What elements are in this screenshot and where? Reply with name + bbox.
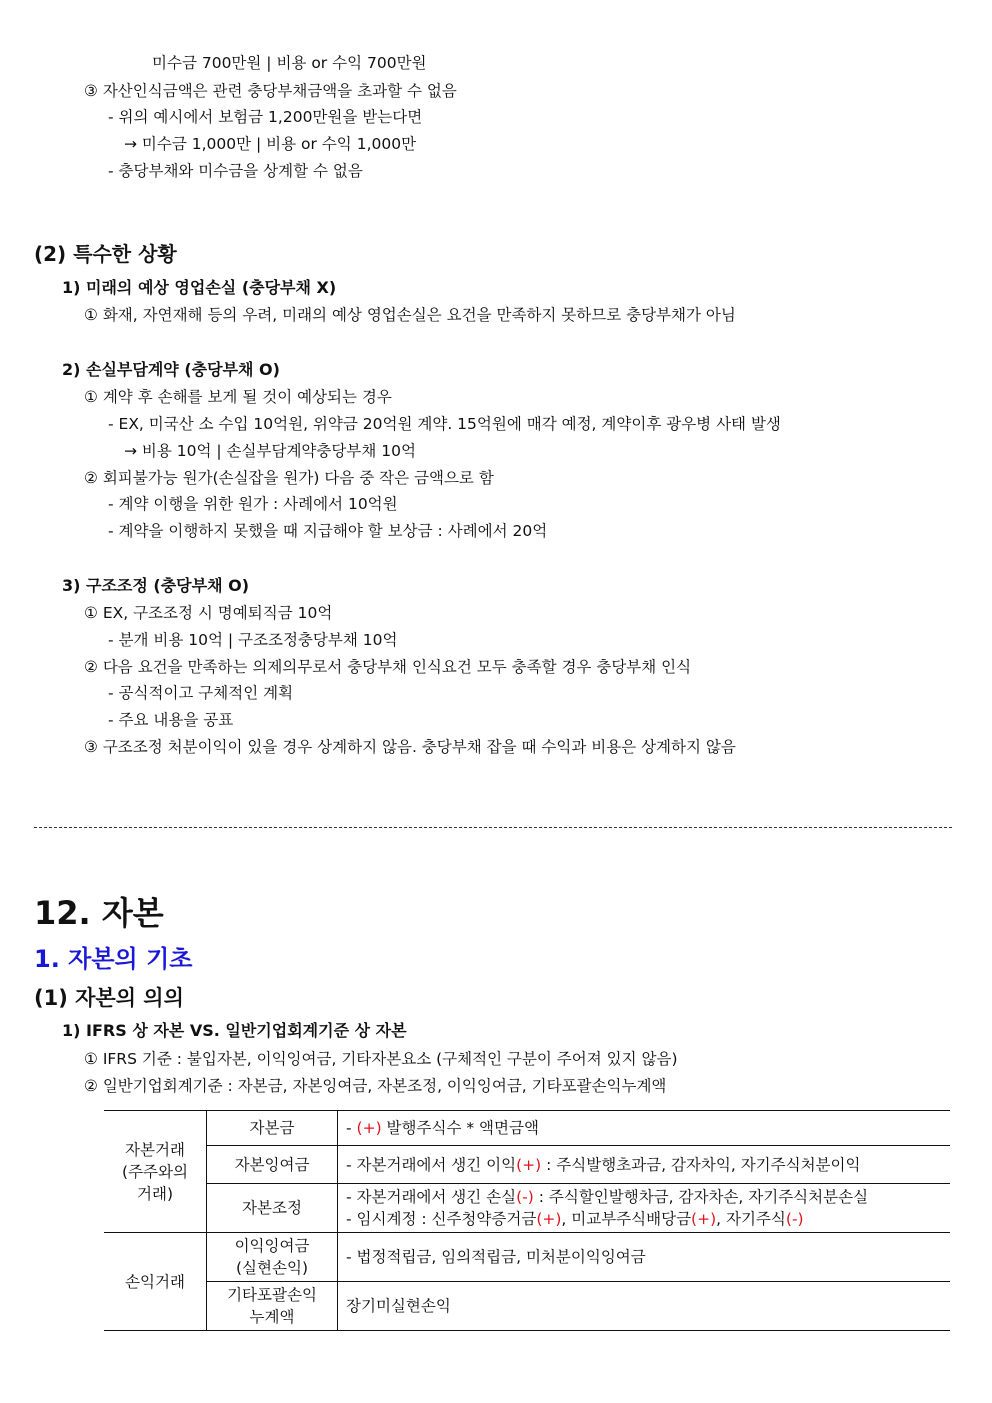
text-line: ② 일반기업회계기준 : 자본금, 자본잉여금, 자본조정, 이익잉여금, 기타포괄손익누계액 [84,1077,667,1095]
table-row [104,1111,950,1146]
row-name-cell: 기타포괄손익 누계액 [207,1282,338,1331]
text-line: - 충당부채와 미수금을 상계할 수 없음 [108,162,363,180]
text-line: - 주요 내용을 공표 [108,711,234,729]
text-line: - 계약 이행을 위한 원가 : 사례에서 10억원 [108,495,398,513]
section-heading: (2) 특수한 상황 [34,242,177,266]
text-line: - 위의 예시에서 보험금 1,200만원을 받는다면 [108,108,423,126]
text-line: ① IFRS 기준 : 불입자본, 이익잉여금, 기타자본요소 (구체적인 구분이 주어져 있지 않음) [84,1050,678,1068]
item-heading: 1) IFRS 상 자본 VS. 일반기업회계기준 상 자본 [62,1021,407,1040]
text-line: ① 화재, 자연재해 등의 우려, 미래의 예상 영업손실은 요건을 만족하지 못하므로 충당부채가 아님 [84,306,736,324]
text-line: 미수금 700만원 | 비용 or 수익 700만원 [152,54,427,72]
row-name-cell: 자본조정 [207,1184,338,1233]
table-row [104,1233,950,1282]
group-cell: 자본거래 (주주와의 거래) [104,1111,207,1233]
dashed-divider [34,827,952,828]
text-line: ② 회피불가능 원가(손실잡을 원가) 다음 중 작은 금액으로 함 [84,469,494,487]
text-line: - 공식적이고 구체적인 계획 [108,684,294,702]
text-line: ③ 자산인식금액은 관련 충당부채금액을 초과할 수 없음 [84,82,457,100]
chapter-title: 12. 자본 [34,894,164,932]
text-line: - EX, 미국산 소 수입 10억원, 위약금 20억원 계약. 15억원에 매각 예정, 계약이후 광우병 사태 발생 [108,415,781,433]
row-value-cell: - (+) 발행주식수 * 액면금액 [338,1111,951,1146]
row-value-cell: - 자본거래에서 생긴 이익(+) : 주식발행초과금, 감자차익, 자기주식처분이익 [338,1146,951,1184]
row-name-cell: 자본금 [207,1111,338,1146]
text-line: → 비용 10억 | 손실부담계약충당부채 10억 [124,442,416,460]
group-cell: 손익거래 [104,1233,207,1331]
table-row [104,1184,950,1233]
text-line: - 계약을 이행하지 못했을 때 지급해야 할 보상금 : 사례에서 20억 [108,522,548,540]
row-value-cell: - 법정적립금, 임의적립금, 미처분이익잉여금 [338,1233,951,1282]
subsection-heading: 1) 미래의 예상 영업손실 (충당부채 X) [62,278,337,297]
subsection-title: (1) 자본의 의의 [34,986,184,1010]
row-value-cell: 장기미실현손익 [338,1282,951,1331]
table-row [104,1146,950,1184]
capital-classification-table [104,1110,950,1331]
text-line: ② 다음 요건을 만족하는 의제의무로서 충당부채 인식요건 모두 충족할 경우 충당부채 인식 [84,658,692,676]
text-line: - 분개 비용 10억 | 구조조정충당부채 10억 [108,631,398,649]
section-title: 1. 자본의 기초 [34,945,193,973]
row-name-cell: 이익잉여금 (실현손익) [207,1233,338,1282]
text-line: → 미수금 1,000만 | 비용 or 수익 1,000만 [124,135,417,153]
text-line: ① EX, 구조조정 시 명예퇴직금 10억 [84,604,333,622]
table-row [104,1282,950,1331]
subsection-heading: 2) 손실부담계약 (충당부채 O) [62,360,280,379]
row-name-cell: 자본잉여금 [207,1146,338,1184]
text-line: ① 계약 후 손해를 보게 될 것이 예상되는 경우 [84,388,392,406]
text-line: ③ 구조조정 처분이익이 있을 경우 상계하지 않음. 충당부채 잡을 때 수익과 비용은 상계하지 않음 [84,738,736,756]
subsection-heading: 3) 구조조정 (충당부채 O) [62,576,250,595]
row-value-cell: - 자본거래에서 생긴 손실(-) : 주식할인발행차금, 감자차손, 자기주식처분손실 - 임시계정 : 신주청약증거금(+), 미교부주식배당금(+), 자기주식(-) [338,1184,951,1233]
